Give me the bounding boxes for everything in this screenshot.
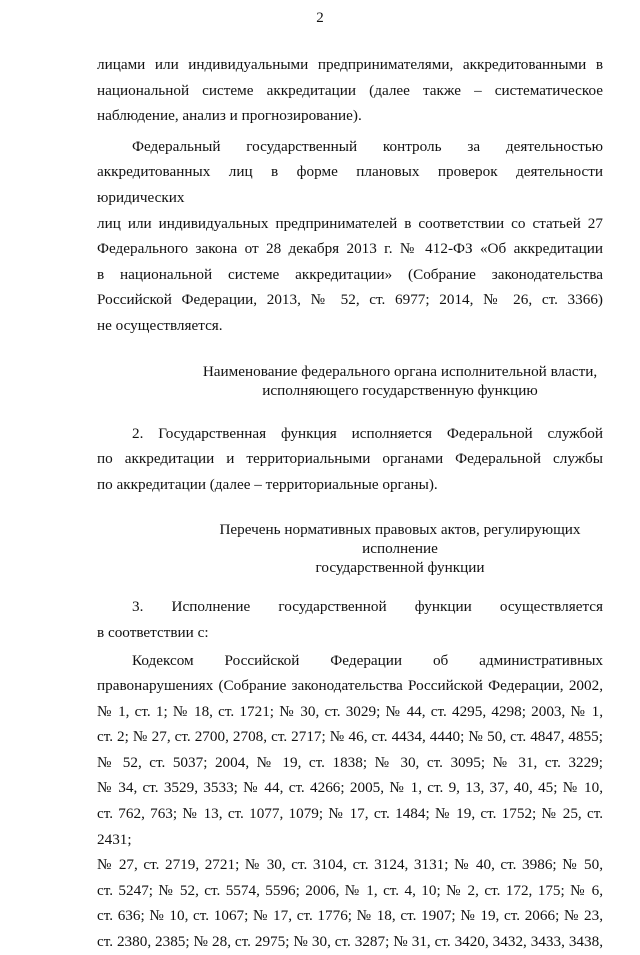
paragraph-line: ст. 762, 763; № 13, ст. 1077, 1079; № 17, ст. 1484; № 19, ст. 1752; № 25, ст. 2431; (97, 805, 603, 848)
paragraph-line: Федеральный государственный контроль за деятельностью (132, 137, 603, 155)
paragraph-line: Российской Федерации, 2013, № 52, ст. 6977; 2014, № 26, ст. 3366) (97, 291, 603, 309)
heading-line: исполняющего государственную функцию (262, 381, 538, 399)
heading-line: государственной функции (315, 559, 485, 577)
paragraph-line: наблюдение, анализ и прогнозирование). (97, 107, 362, 125)
section-heading (97, 362, 603, 400)
paragraph-line: ст. 636; № 10, ст. 1067; № 17, ст. 1776; № 18, ст. 1907; № 19, ст. 2066; № 23, (97, 907, 603, 925)
heading-line: Наименование федерального органа исполнительной власти, (202, 362, 598, 380)
paragraph-line: 3. Исполнение государственной функции осуществляется (132, 598, 603, 616)
heading-line: Перечень нормативных правовых актов, регулирующих исполнение (219, 521, 581, 558)
paragraph-line: Федерального закона от 28 декабря 2013 г. № 412-ФЗ «Об аккредитации (97, 240, 603, 258)
section-heading (97, 520, 603, 577)
paragraph-line: 2. Государственная функция исполняется Федеральной службой (132, 424, 603, 442)
paragraph-line: № 1, ст. 1; № 18, ст. 1721; № 30, ст. 3029; № 44, ст. 4295, 4298; 2003, № 1, (97, 702, 603, 720)
paragraph-line: в национальной системе аккредитации» (Собрание законодательства (97, 265, 603, 283)
paragraph-line: № 34, ст. 3529, 3533; № 44, ст. 4266; 2005, № 1, ст. 9, 13, 37, 40, 45; № 10, (97, 779, 603, 797)
paragraph-line: ст. 5247; № 52, ст. 5574, 5596; 2006, № 1, ст. 4, 10; № 2, ст. 172, 175; № 6, (97, 881, 603, 899)
paragraph-line: № 27, ст. 2719, 2721; № 30, ст. 3104, ст. 3124, 3131; № 40, ст. 3986; № 50, (97, 856, 603, 874)
paragraph-line: ст. 2; № 27, ст. 2700, 2708, ст. 2717; № 46, ст. 4434, 4440; № 50, ст. 4847, 4855; (97, 728, 603, 746)
paragraph-line: в соответствии с: (97, 623, 209, 641)
paragraph-line: правонарушениях (Собрание законодательства Российской Федерации, 2002, (97, 677, 603, 695)
paragraph-line: № 52, ст. 5037; 2004, № 19, ст. 1838; № 30, ст. 3095; № 31, ст. 3229; (97, 753, 603, 771)
paragraph-line: аккредитованных лиц в форме плановых проверок деятельности юридических (97, 163, 603, 206)
paragraph-line: по аккредитации и территориальными органами Федеральной службы (97, 450, 603, 468)
paragraph-line: Кодексом Российской Федерации об административных (132, 651, 603, 669)
paragraph-line: национальной системе аккредитации (далее также – систематическое (97, 81, 603, 99)
paragraph-line: ст. 2380, 2385; № 28, ст. 2975; № 30, ст. 3287; № 31, ст. 3420, 3432, 3433, 3438, (97, 933, 603, 951)
page-number: 2 (316, 10, 324, 26)
document-body (97, 52, 603, 955)
paragraph-line: лиц или индивидуальных предпринимателей в соответствии со статьей 27 (97, 214, 603, 232)
paragraph-line: по аккредитации (далее – территориальные органы). (97, 475, 438, 493)
paragraph-line: не осуществляется. (97, 316, 223, 334)
paragraph-line: лицами или индивидуальными предпринимателями, аккредитованными в (97, 56, 603, 73)
